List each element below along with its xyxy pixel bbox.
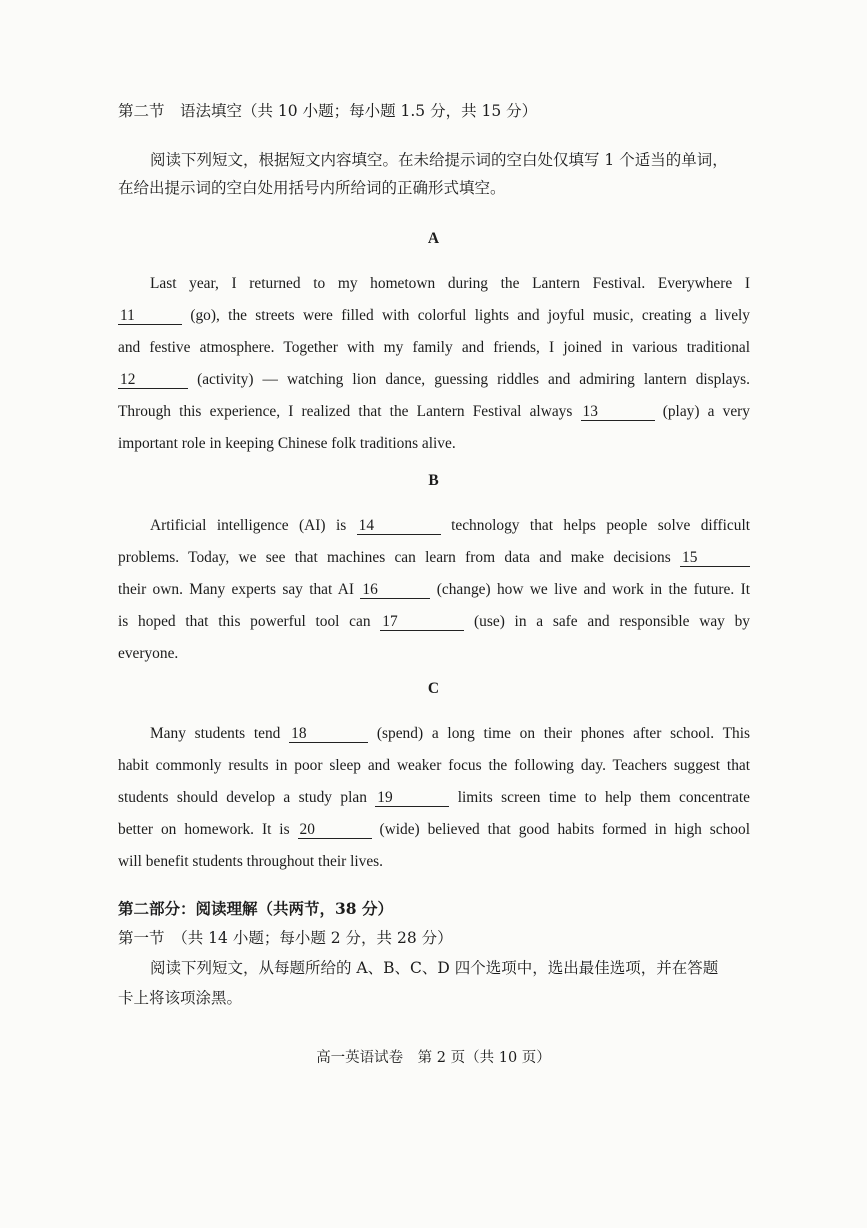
text-run: (change) how we live and work in the future. It bbox=[436, 581, 750, 598]
part2-section1: 第一节 （共 14 小题；每小题 2 分，共 28 分） bbox=[118, 929, 453, 947]
passage-b-line2 bbox=[118, 549, 750, 567]
passage-a-heading: A bbox=[427, 230, 440, 247]
page-footer: 高一英语试卷 第 2 页（共 10 页） bbox=[316, 1050, 551, 1066]
passage-b-line1 bbox=[150, 517, 750, 535]
section-instruction-line1: 阅读下列短文，根据短文内容填空。在未给提示词的空白处仅填写 1 个适当的单词， bbox=[150, 151, 728, 169]
blank-17: 17 bbox=[380, 614, 464, 631]
passage-a-line5 bbox=[118, 403, 750, 421]
text-run: their own. Many experts say that AI bbox=[118, 581, 355, 598]
blank-20: 20 bbox=[298, 822, 372, 839]
text-run: habit commonly results in poor sleep and weaker focus the following day. Teachers suggest that bbox=[118, 757, 750, 774]
passage-c-line3 bbox=[118, 789, 750, 807]
text-run: students should develop a study plan bbox=[118, 789, 367, 806]
passage-b-heading: B bbox=[428, 472, 439, 489]
text-run: (use) in a safe and responsible way by bbox=[474, 613, 750, 630]
passage-a-line6: important role in keeping Chinese folk traditions alive. bbox=[118, 435, 456, 452]
blank-14: 14 bbox=[357, 518, 441, 535]
blank-13: 13 bbox=[581, 404, 655, 421]
passage-c-line1 bbox=[150, 725, 750, 743]
part2-title: 第二部分：阅读理解（共两节，38 分） bbox=[118, 899, 393, 918]
passage-a-line3 bbox=[118, 339, 750, 357]
blank-11: 11 bbox=[118, 308, 182, 325]
text-run: technology that helps people solve difficult bbox=[451, 517, 750, 534]
part2-instruction-line2: 卡上将该项涂黑。 bbox=[118, 989, 243, 1007]
blank-16: 16 bbox=[360, 582, 430, 599]
blank-19: 19 bbox=[375, 790, 449, 807]
text-run: limits screen time to help them concentrate bbox=[457, 789, 750, 806]
passage-b-line4 bbox=[118, 613, 750, 631]
passage-a-line1 bbox=[150, 275, 750, 293]
blank-18: 18 bbox=[289, 726, 368, 743]
passage-c-line5: will benefit students throughout their lives. bbox=[118, 853, 384, 870]
text-run: Artificial intelligence (AI) is bbox=[150, 517, 347, 534]
section-instruction-line2: 在给出提示词的空白处用括号内所给词的正确形式填空。 bbox=[118, 179, 506, 197]
text-run: is hoped that this powerful tool can bbox=[118, 613, 371, 630]
passage-c-line2 bbox=[118, 757, 750, 775]
blank-15: 15 bbox=[680, 550, 750, 567]
text-run: Last year, I returned to my hometown during the Lantern Festival. Everywhere I bbox=[150, 275, 750, 292]
passage-b-line5: everyone. bbox=[118, 645, 179, 662]
text-run: and festive atmosphere. Together with my family and friends, I joined in various traditional bbox=[118, 339, 750, 356]
passage-b-line3 bbox=[118, 581, 750, 599]
text-run: Many students tend bbox=[150, 725, 281, 742]
text-run: (go), the streets were filled with colorful lights and joyful music, creating a lively bbox=[190, 307, 750, 324]
text-run: (activity) — watching lion dance, guessing riddles and admiring lantern displays. bbox=[197, 371, 750, 388]
text-run: problems. Today, we see that machines can learn from data and make decisions bbox=[118, 549, 671, 566]
text-run: Through this experience, I realized that the Lantern Festival always bbox=[118, 403, 573, 420]
text-run: (wide) believed that good habits formed in high school bbox=[379, 821, 750, 838]
blank-12: 12 bbox=[118, 372, 188, 389]
part2-instruction-line1: 阅读下列短文，从每题所给的 A、B、C、D 四个选项中，选出最佳选项，并在答题 bbox=[150, 959, 719, 977]
section-title: 第二节 语法填空（共 10 小题；每小题 1.5 分，共 15 分） bbox=[118, 102, 538, 120]
passage-c-heading: C bbox=[427, 680, 440, 697]
text-run: better on homework. It is bbox=[118, 821, 290, 838]
text-run: (spend) a long time on their phones after school. This bbox=[376, 725, 750, 742]
text-run: (play) a very bbox=[662, 403, 750, 420]
passage-a-line4 bbox=[118, 371, 750, 389]
passage-a-line2 bbox=[118, 307, 750, 325]
passage-c-line4 bbox=[118, 821, 750, 839]
